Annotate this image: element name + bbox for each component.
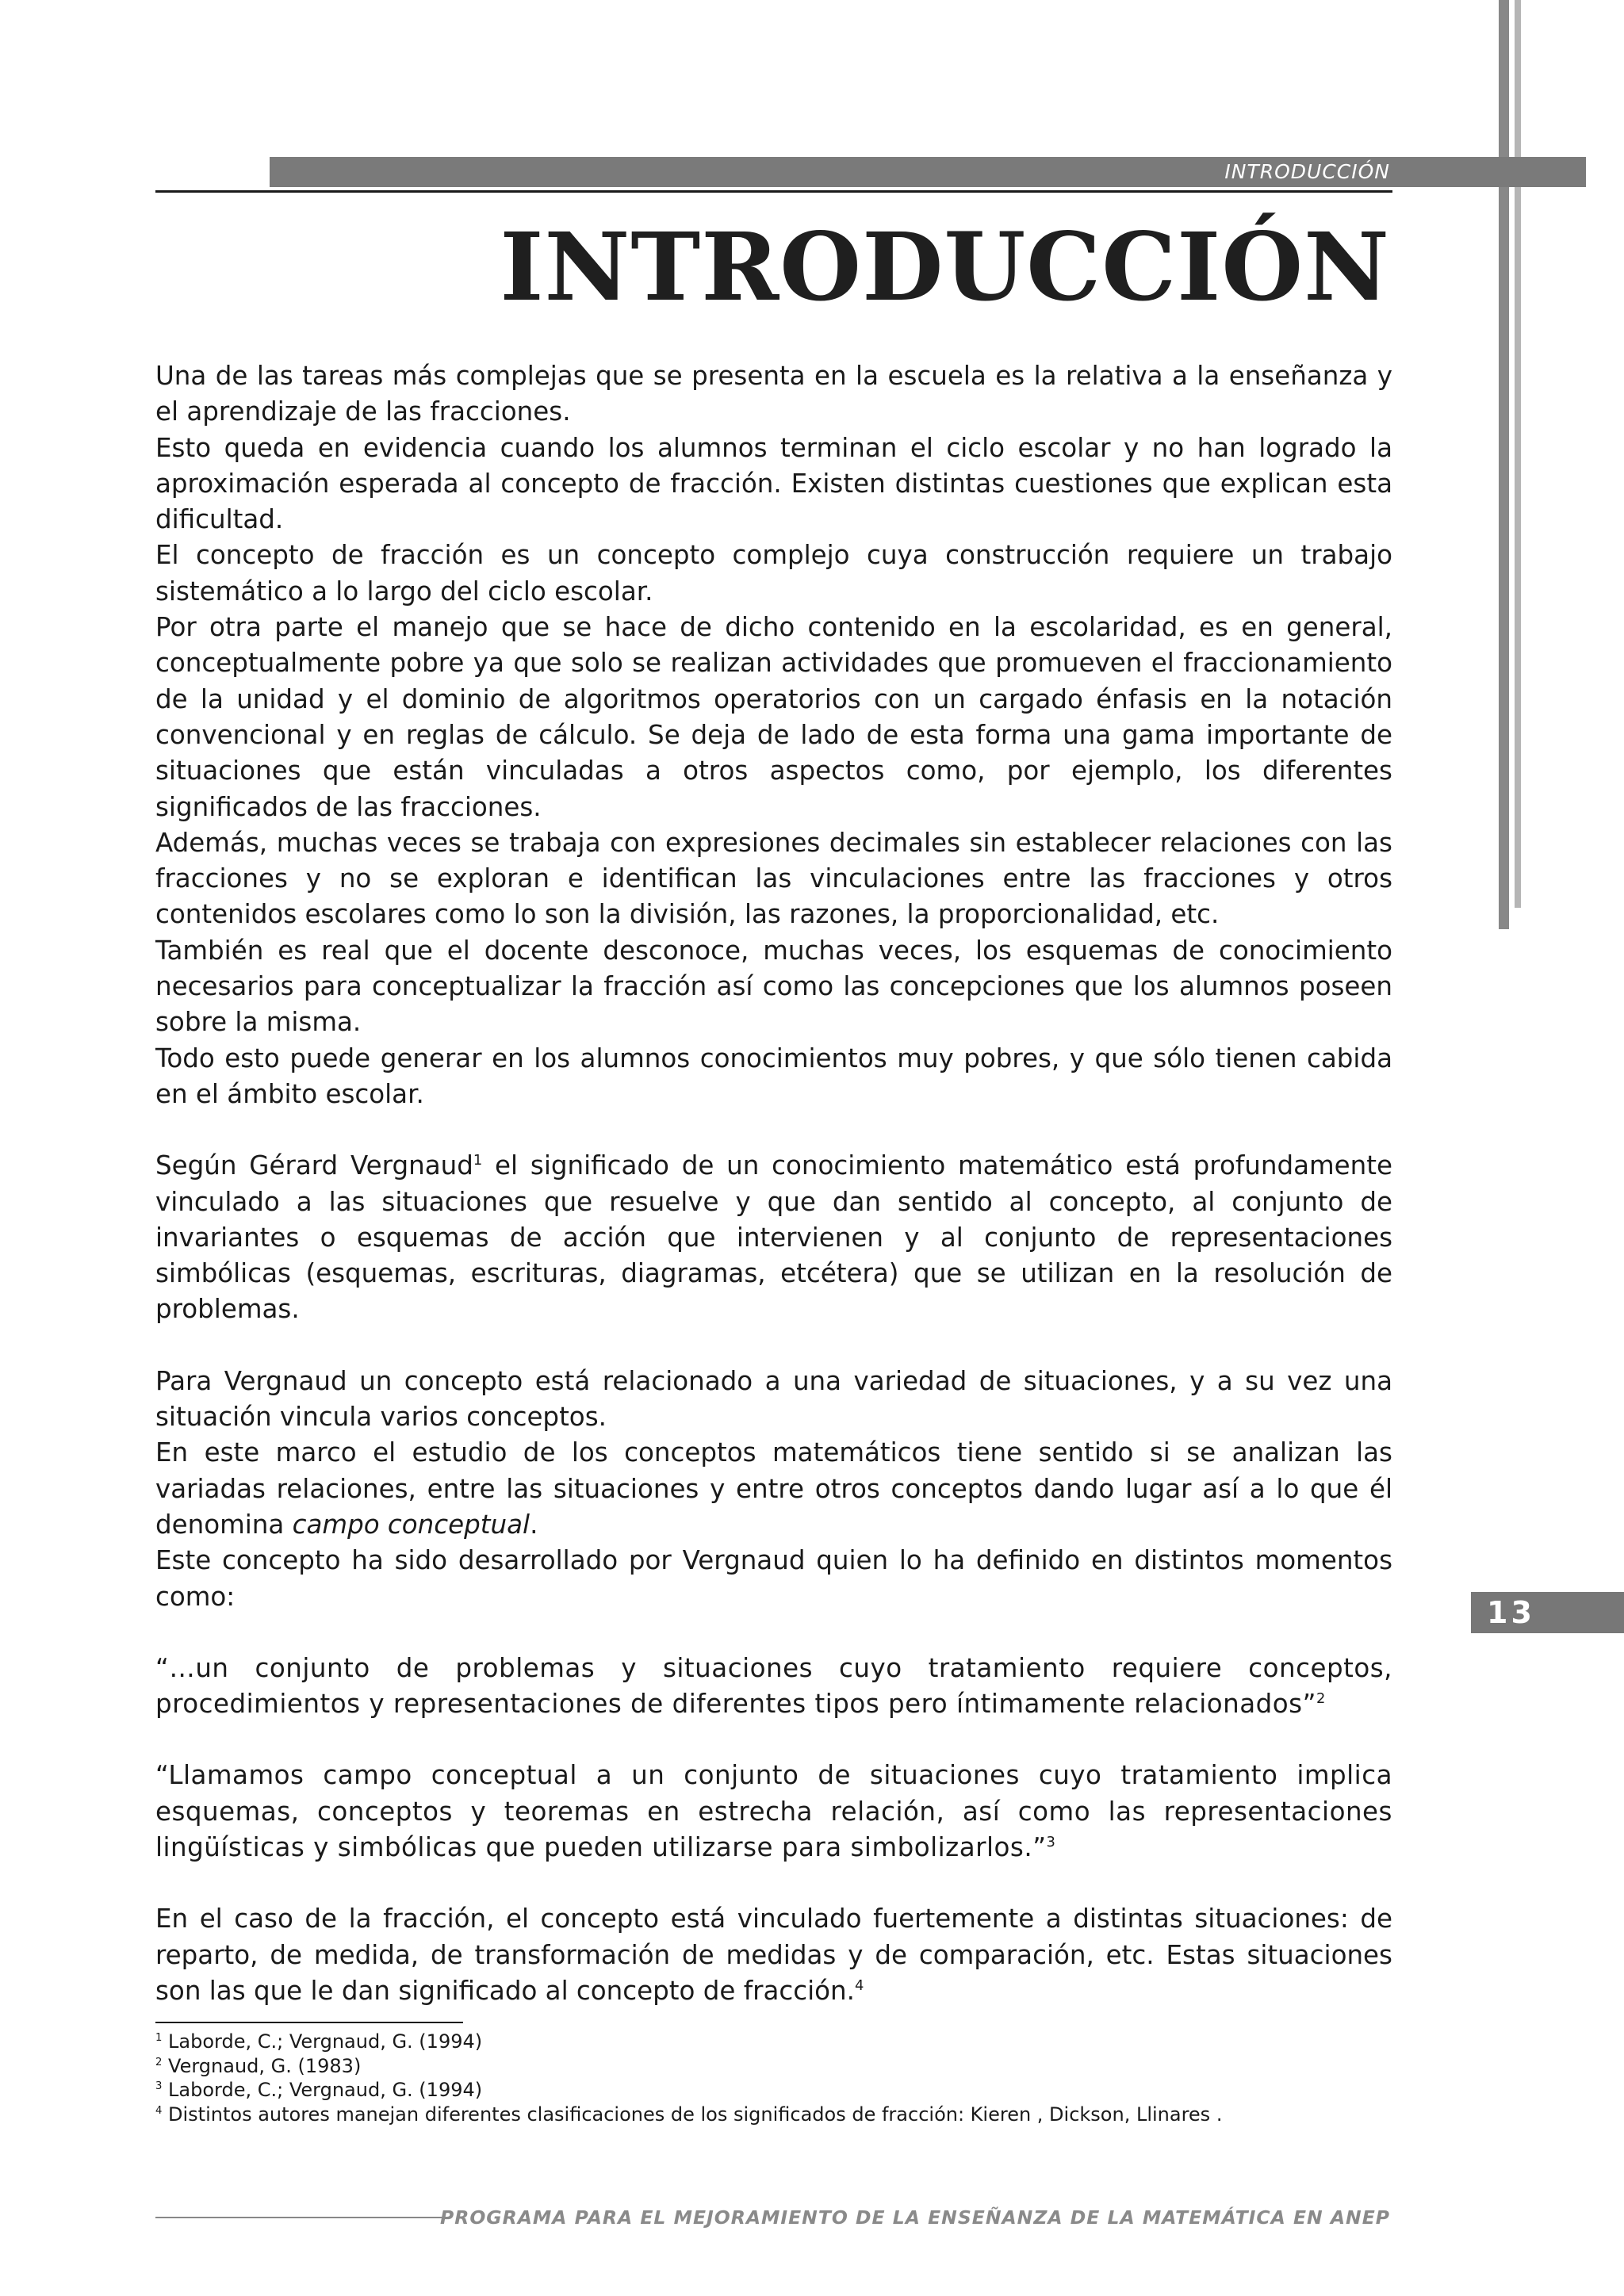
- paragraph-text: En el caso de la fracción, el concepto está vinculado fuertemente a distintas situaciones: de reparto, de medida, de transformación de medidas y de comparación, etc. Estas situaciones son las que le dan significado al concepto de fracción.: [155, 1904, 1392, 2006]
- footnote: [155, 2054, 1392, 2079]
- header-rule: [155, 190, 1392, 193]
- paragraph: [155, 1435, 1392, 1543]
- footnote-reference: 2: [1316, 1690, 1326, 1708]
- paragraph: Una de las tareas más complejas que se presenta en la escuela es la relativa a la enseñanza y el aprendizaje de las fracciones.: [155, 361, 1392, 427]
- paragraph: También es real que el docente desconoce, muchas veces, los esquemas de conocimiento necesarios para conceptualizar la fracción así como las concepciones que los alumnos poseen sobre la misma.: [155, 935, 1392, 1038]
- body-text: [155, 358, 1392, 2009]
- section-header-label: INTRODUCCIÓN: [1224, 160, 1390, 183]
- paragraph: El concepto de fracción es un concepto complejo cuya construcción requiere un trabajo sistemático a lo largo del ciclo escolar.: [155, 540, 1392, 607]
- footnote: [155, 2078, 1392, 2103]
- footnote-reference: 3: [1046, 1834, 1056, 1851]
- footnote: [155, 2103, 1392, 2127]
- paragraph-text: En este marco el estudio de los conceptos matemáticos tiene sentido si se analizan las variadas relaciones, entre las situaciones y entre otros conceptos dando lugar así a lo que él denomina: [155, 1437, 1392, 1540]
- footnote-reference: 4: [855, 1977, 864, 1995]
- paragraph-text: .: [530, 1509, 538, 1540]
- quote: [155, 1758, 1392, 1866]
- paragraph: [155, 1148, 1392, 1327]
- footnote-number: 2: [155, 2056, 163, 2068]
- footnote-reference: 1: [473, 1152, 483, 1169]
- footnote-text: Vergnaud, G. (1983): [168, 2054, 362, 2077]
- paragraph: Todo esto puede generar en los alumnos conocimientos muy pobres, y que sólo tienen cabida en el ámbito escolar.: [155, 1043, 1392, 1109]
- decorative-vertical-bar-thin: [1515, 0, 1521, 908]
- paragraph-text: Según Gérard Vergnaud: [155, 1150, 473, 1181]
- paragraph: Por otra parte el manejo que se hace de dicho contenido en la escolaridad, es en general, conceptualmente pobre ya que solo se realizan actividades que promueven el fraccionamiento de la unidad y el dominio de algoritmos operatorios con un cargado énfasis en la notación convencional y en reglas de cálculo. Se deja de lado de esta forma una gama importante de situaciones que están vinculadas a otros aspectos como, por ejemplo, los diferentes significados de las fracciones.: [155, 612, 1392, 822]
- footnote: [155, 2030, 1392, 2054]
- footnote-number: 3: [155, 2080, 163, 2092]
- quote: [155, 1651, 1392, 1723]
- footnote-text: Laborde, C.; Vergnaud, G. (1994): [168, 2079, 483, 2101]
- footer-rule: [155, 2217, 446, 2218]
- decorative-vertical-bar-thick: [1499, 0, 1509, 929]
- footnote-number: 1: [155, 2032, 163, 2044]
- paragraph: [155, 1901, 1392, 2009]
- quote-text: “…un conjunto de problemas y situaciones cuyo tratamiento requiere conceptos, procedimientos y representaciones de diferentes tipos pero íntimamente relacionados”: [155, 1652, 1392, 1720]
- footnote-text: Distintos autores manejan diferentes clasificaciones de los significados de fracción: Kieren , Dickson, Llinares .: [168, 2103, 1223, 2126]
- paragraph: Para Vergnaud un concepto está relacionado a una variedad de situaciones, y a su vez una situación vincula varios conceptos.: [155, 1365, 1392, 1433]
- paragraph-text: el significado de un conocimiento matemático está profundamente vinculado a las situaciones que resuelve y que dan sentido al concepto, al conjunto de invariantes o esquemas de acción que intervienen y al conjunto de representaciones simbólicas (esquemas, escrituras, diagramas, etcétera) que se utilizan en la resolución de problemas.: [155, 1150, 1393, 1325]
- page-number: 13: [1487, 1595, 1535, 1630]
- page-title: INTRODUCCIÓN: [500, 212, 1390, 322]
- footnote-text: Laborde, C.; Vergnaud, G. (1994): [168, 2030, 483, 2053]
- running-footer: PROGRAMA PARA EL MEJORAMIENTO DE LA ENSEÑANZA DE LA MATEMÁTICA EN ANEP: [440, 2206, 1390, 2229]
- quote-text: “Llamamos campo conceptual a un conjunto de situaciones cuyo tratamiento implica esquemas, conceptos y teoremas en estrecha relación, así como las representaciones lingüísticas y simbólicas que pueden utilizarse para simbolizarlos.”: [155, 1760, 1392, 1862]
- paragraph: Esto queda en evidencia cuando los alumnos terminan el ciclo escolar y no han logrado la aproximación esperada al concepto de fracción. Existen distintas cuestiones que explican esta dificultad.: [155, 432, 1392, 535]
- paragraph: Además, muchas veces se trabaja con expresiones decimales sin establecer relaciones con las fracciones y no se exploran e identifican las vinculaciones entre las fracciones y otros contenidos escolares como lo son la división, las razones, la proporcionalidad, etc.: [155, 827, 1392, 930]
- footnote-number: 4: [155, 2104, 163, 2117]
- paragraph: Este concepto ha sido desarrollado por Vergnaud quien lo ha definido en distintos momentos como:: [155, 1545, 1392, 1612]
- emphasized-term: campo conceptual: [292, 1509, 530, 1540]
- footnotes: [155, 2030, 1392, 2126]
- footnote-rule: [155, 2022, 463, 2023]
